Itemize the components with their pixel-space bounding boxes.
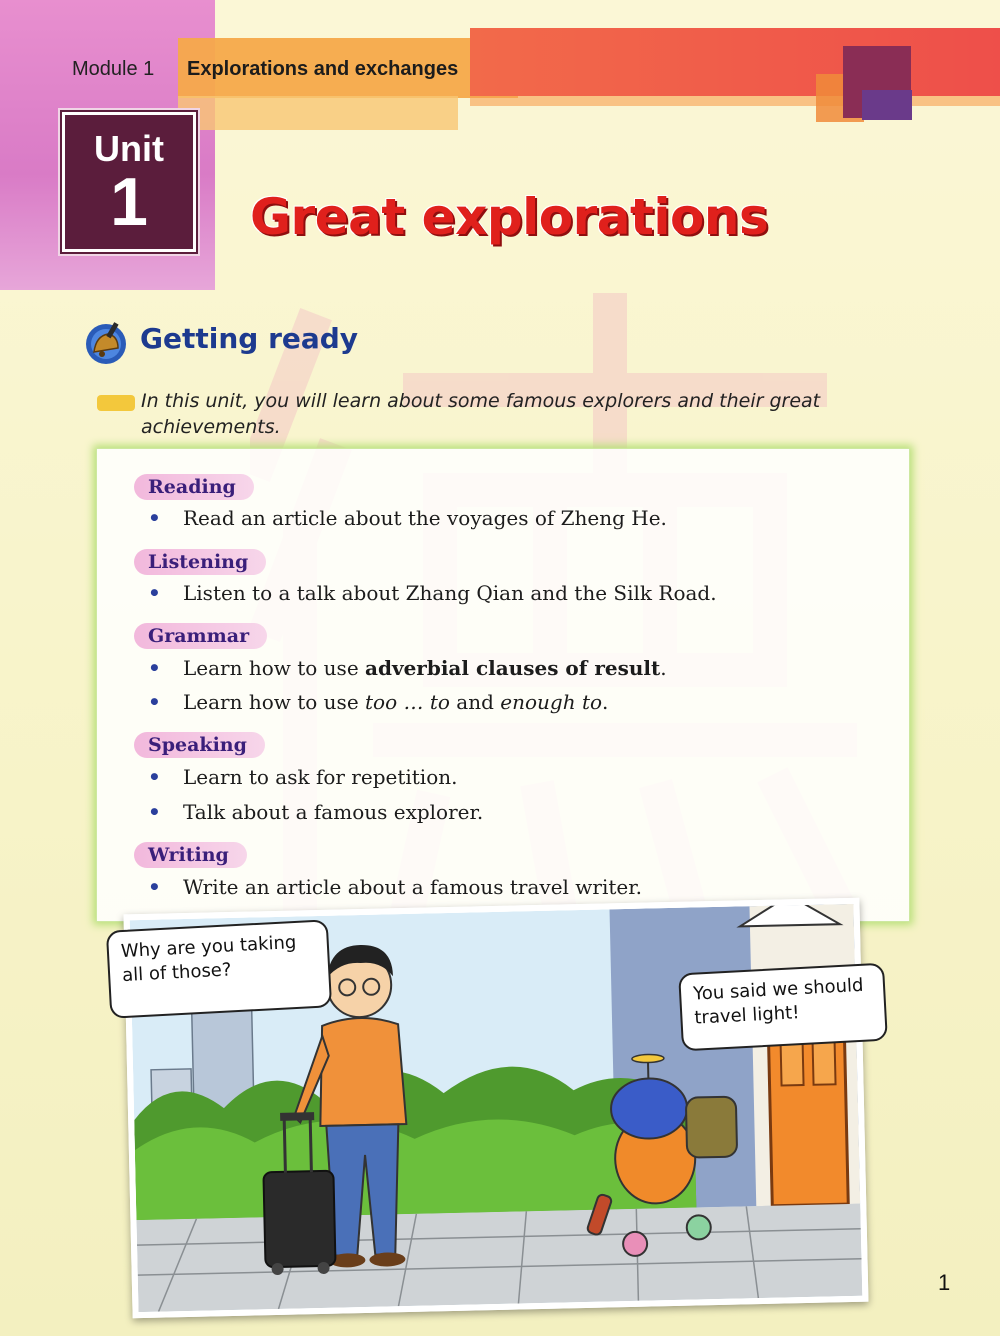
bullet-icon: • bbox=[148, 581, 161, 605]
header-red-band-lower bbox=[470, 96, 1000, 106]
module-label: Module 1 bbox=[72, 58, 155, 80]
bullet-icon: • bbox=[148, 506, 161, 530]
objective-text: Learn how to use bbox=[183, 690, 366, 714]
label-listening: Listening bbox=[134, 549, 266, 575]
unit-number: 1 bbox=[110, 164, 148, 240]
bell-icon bbox=[82, 318, 132, 366]
bullet-icon: • bbox=[148, 875, 161, 899]
speech-bubble-boy bbox=[106, 919, 332, 1018]
objective-item bbox=[148, 581, 717, 605]
header-orange-band-lower bbox=[178, 96, 458, 130]
objective-item bbox=[148, 800, 483, 824]
label-writing: Writing bbox=[134, 842, 247, 868]
objective-text: Read an article about the voyages of Zheng He. bbox=[183, 506, 667, 530]
bubble-text: You said we should bbox=[692, 974, 864, 1005]
bubble-text: Why are you taking bbox=[120, 931, 297, 963]
bullet-icon: • bbox=[148, 656, 161, 680]
label-speaking: Speaking bbox=[134, 732, 265, 758]
objective-item bbox=[148, 765, 457, 789]
objective-punct: . bbox=[660, 656, 667, 680]
objective-text: Talk about a famous explorer. bbox=[183, 800, 484, 824]
objective-keyword: enough to bbox=[500, 690, 603, 714]
bubble-text: travel light! bbox=[693, 1002, 800, 1029]
objective-item bbox=[148, 656, 667, 680]
intro-marker bbox=[97, 395, 135, 411]
objective-text: Listen to a talk about Zhang Qian and the Silk Road. bbox=[183, 581, 717, 605]
page-number: 1 bbox=[938, 1270, 951, 1295]
objective-item bbox=[148, 690, 608, 714]
objective-text: Learn to ask for repetition. bbox=[183, 765, 458, 789]
label-grammar: Grammar bbox=[134, 623, 267, 649]
page-title: Great explorations bbox=[250, 188, 769, 246]
objective-keyword: too … to bbox=[365, 690, 450, 714]
unit-word: Unit bbox=[94, 128, 164, 169]
objective-item bbox=[148, 506, 667, 530]
objective-keyword: adverbial clauses of result bbox=[365, 656, 661, 680]
objective-punct: . bbox=[602, 690, 609, 714]
label-reading: Reading bbox=[134, 474, 254, 500]
objective-text: Write an article about a famous travel writer. bbox=[183, 875, 642, 899]
bullet-icon: • bbox=[148, 800, 161, 824]
section-heading: Getting ready bbox=[140, 322, 359, 355]
bullet-icon: • bbox=[148, 765, 161, 789]
objective-item bbox=[148, 875, 642, 899]
objective-text: Learn how to use bbox=[183, 656, 366, 680]
header-purple-square bbox=[862, 90, 912, 120]
bullet-icon: • bbox=[148, 690, 161, 714]
speech-bubble-robot bbox=[678, 963, 888, 1052]
module-title: Explorations and exchanges bbox=[187, 58, 459, 80]
bubble-text: all of those? bbox=[121, 959, 232, 987]
intro-text: In this unit, you will learn about some famous explorers and their great achievements. bbox=[141, 390, 821, 438]
header-red-band bbox=[470, 28, 1000, 96]
objective-text: and bbox=[449, 690, 501, 714]
